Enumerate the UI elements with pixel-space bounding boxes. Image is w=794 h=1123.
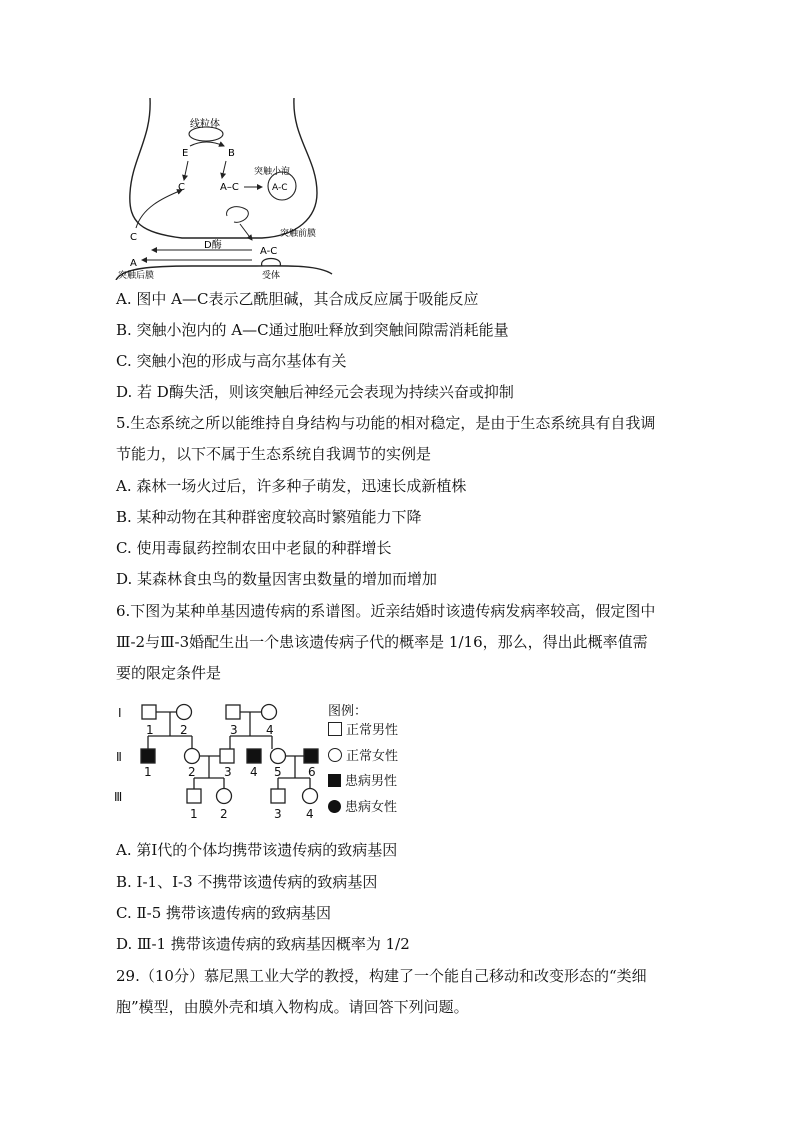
- svg-text:A: A: [130, 258, 137, 269]
- q5-option-b: B. 某种动物在其种群密度较高时繁殖能力下降: [116, 508, 422, 526]
- svg-text:2: 2: [220, 807, 228, 821]
- q6-stem-line3: 要的限定条件是: [116, 664, 222, 682]
- svg-text:1: 1: [144, 765, 152, 779]
- svg-text:1: 1: [146, 723, 154, 737]
- circle-filled-icon: [328, 800, 341, 813]
- pedigree-II-5-normal-female: [271, 749, 286, 764]
- pedigree-III-2-normal-female: [217, 789, 232, 804]
- q5-option-a: A. 森林一场火过后，许多种子萌发，迅速长成新植株: [116, 477, 467, 495]
- svg-text:4: 4: [266, 723, 274, 737]
- q6-stem-line2: Ⅲ-2与Ⅲ-3婚配生出一个患该遗传病子代的概率是 1/16，那么，得出此概率值需: [116, 633, 648, 651]
- pedigree-II-4-affected-male: [247, 749, 261, 763]
- square-filled-icon: [328, 774, 341, 787]
- pedigree-II-1-affected-male: [141, 749, 155, 763]
- circle-outline-icon: [328, 748, 342, 762]
- svg-text:2: 2: [180, 723, 188, 737]
- svg-text:C: C: [178, 182, 185, 193]
- svg-text:6: 6: [308, 765, 316, 779]
- pedigree-III-4-normal-female: [303, 789, 318, 804]
- legend-item-affected-female: 患病女性: [328, 799, 397, 817]
- q4-option-c: C. 突触小泡的形成与高尔基体有关: [116, 352, 347, 370]
- svg-text:A-C: A-C: [272, 183, 288, 193]
- pedigree-I-1-normal-male: [142, 705, 156, 719]
- q5-stem-line1: 5.生态系统之所以能维持自身结构与功能的相对稳定，是由于生态系统具有自我调: [116, 414, 656, 432]
- svg-text:A–C: A–C: [220, 182, 239, 193]
- pedigree-II-6-affected-male: [304, 749, 318, 763]
- legend-item-affected-male: 患病男性: [328, 773, 397, 791]
- q29-line2: 胞”模型，由膜外壳和填入物构成。请回答下列问题。: [116, 998, 469, 1016]
- svg-text:2: 2: [188, 765, 196, 779]
- q6-option-b: B. Ⅰ-1、Ⅰ-3 不携带该遗传病的致病基因: [116, 873, 378, 891]
- svg-text:B: B: [228, 148, 235, 159]
- pedigree-III-1-normal-male: [187, 789, 201, 803]
- svg-text:A-C: A-C: [260, 246, 278, 257]
- pedigree-I-2-normal-female: [177, 705, 192, 720]
- svg-text:4: 4: [250, 765, 258, 779]
- svg-text:线粒体: 线粒体: [190, 119, 220, 130]
- q6-option-c: C. Ⅱ-5 携带该遗传病的致病基因: [116, 904, 332, 922]
- q5-option-d: D. 某森林食虫鸟的数量因害虫数量的增加而增加: [116, 570, 438, 588]
- legend-item-normal-female: 正常女性: [328, 748, 398, 766]
- svg-text:Ⅱ: Ⅱ: [116, 750, 122, 764]
- svg-text:突触小泡: 突触小泡: [254, 167, 291, 177]
- svg-text:3: 3: [230, 723, 238, 737]
- svg-text:C: C: [130, 232, 137, 243]
- synapse-diagram: [112, 98, 348, 280]
- pedigree-I-4-normal-female: [262, 705, 277, 720]
- square-outline-icon: [328, 722, 342, 736]
- svg-text:3: 3: [224, 765, 232, 779]
- pedigree-chart: [112, 700, 322, 822]
- q4-option-d: D. 若 D酶失活，则该突触后神经元会表现为持续兴奋或抑制: [116, 383, 514, 401]
- q5-option-c: C. 使用毒鼠药控制农田中老鼠的种群增长: [116, 539, 392, 557]
- svg-text:D酶: D酶: [204, 240, 222, 251]
- q4-option-b: B. 突触小泡内的 A—C通过胞吐释放到突触间隙需消耗能量: [116, 321, 509, 339]
- pedigree-I-3-normal-male: [226, 705, 240, 719]
- q6-option-d: D. Ⅲ-1 携带该遗传病的致病基因概率为 1/2: [116, 935, 410, 953]
- q29-line1: 29.（10分）慕尼黑工业大学的教授，构建了一个能自己移动和改变形态的“类细: [116, 967, 647, 985]
- svg-text:5: 5: [274, 765, 282, 779]
- svg-text:突触后膜: 突触后膜: [118, 271, 155, 280]
- q6-option-a: A. 第Ⅰ代的个体均携带该遗传病的致病基因: [116, 841, 398, 859]
- q5-stem-line2: 节能力，以下不属于生态系统自我调节的实例是: [116, 445, 432, 463]
- pedigree-II-2-normal-female: [185, 749, 200, 764]
- pedigree-III-3-normal-male: [271, 789, 285, 803]
- svg-text:受体: 受体: [262, 271, 281, 280]
- pedigree-legend-title: 图例：: [328, 704, 368, 719]
- svg-text:E: E: [182, 148, 189, 159]
- svg-text:Ⅲ: Ⅲ: [114, 790, 123, 804]
- svg-text:4: 4: [306, 807, 314, 821]
- svg-text:Ⅰ: Ⅰ: [118, 706, 122, 720]
- pedigree-II-3-normal-male: [220, 749, 234, 763]
- svg-text:3: 3: [274, 807, 282, 821]
- q4-option-a: A. 图中 A—C表示乙酰胆碱，其合成反应属于吸能反应: [116, 290, 479, 308]
- svg-text:1: 1: [190, 807, 198, 821]
- svg-text:突触前膜: 突触前膜: [280, 229, 317, 239]
- legend-item-normal-male: 正常男性: [328, 722, 398, 740]
- q6-stem-line1: 6.下图为某种单基因遗传病的系谱图。近亲结婚时该遗传病发病率较高，假定图中: [116, 602, 656, 620]
